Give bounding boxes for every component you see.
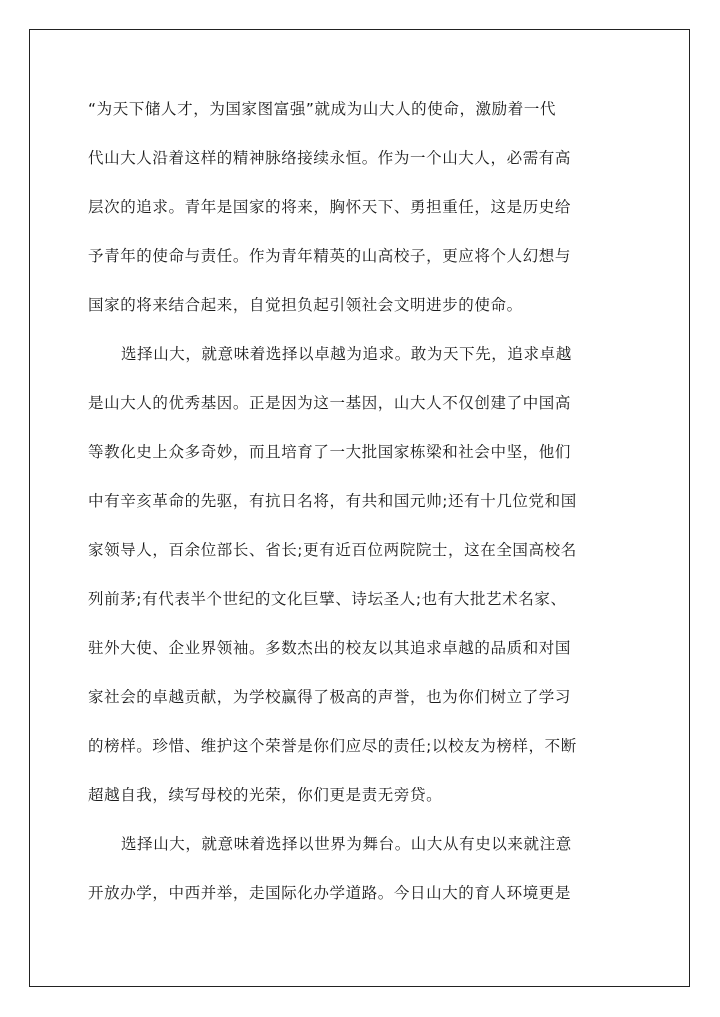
text-line: 家社会的卓越贡献，为学校赢得了极高的声誉，也为你们树立了学习 [88, 688, 572, 706]
text-line: 选择山大，就意味着选择以卓越为追求。敢为天下先，追求卓越 [121, 345, 572, 363]
text-line: 等教化史上众多奇妙，而且培育了一大批国家栋梁和社会中坚，他们 [88, 443, 572, 461]
text-line: 列前茅;有代表半个世纪的文化巨擘、诗坛圣人;也有大批艺术名家、 [88, 590, 567, 608]
text-line: “为天下储人才，为国家图富强”就成为山大人的使命，激励着一代 [88, 100, 557, 118]
text-line: 中有辛亥革命的先驱，有抗日名将，有共和国元帅;还有十几位党和国 [88, 492, 577, 510]
text-line: 驻外大使、企业界领袖。多数杰出的校友以其追求卓越的品质和对国 [88, 639, 572, 657]
text-line: 的榜样。珍惜、维护这个荣誉是你们应尽的责任;以校友为榜样，不断 [88, 737, 577, 755]
text-line: 是山大人的优秀基因。正是因为这一基因，山大人不仅创建了中国高 [88, 394, 572, 412]
text-line: 家领导人，百余位部长、省长;更有近百位两院院士，这在全国高校名 [88, 541, 577, 559]
text-line: 超越自我，续写母校的光荣，你们更是责无旁贷。 [88, 786, 443, 804]
text-line: 开放办学，中西并举，走国际化办学道路。今日山大的育人环境更是 [88, 884, 572, 902]
text-line: 国家的将来结合起来，自觉担负起引领社会文明进步的使命。 [88, 296, 523, 314]
text-line: 代山大人沿着这样的精神脉络接续永恒。作为一个山大人，必需有高 [88, 149, 572, 167]
text-line: 选择山大，就意味着选择以世界为舞台。山大从有史以来就注意 [121, 835, 572, 853]
text-line: 予青年的使命与责任。作为青年精英的山高校子，更应将个人幻想与 [88, 247, 572, 265]
text-line: 层次的追求。青年是国家的将来，胸怀天下、勇担重任，这是历史给 [88, 198, 572, 216]
